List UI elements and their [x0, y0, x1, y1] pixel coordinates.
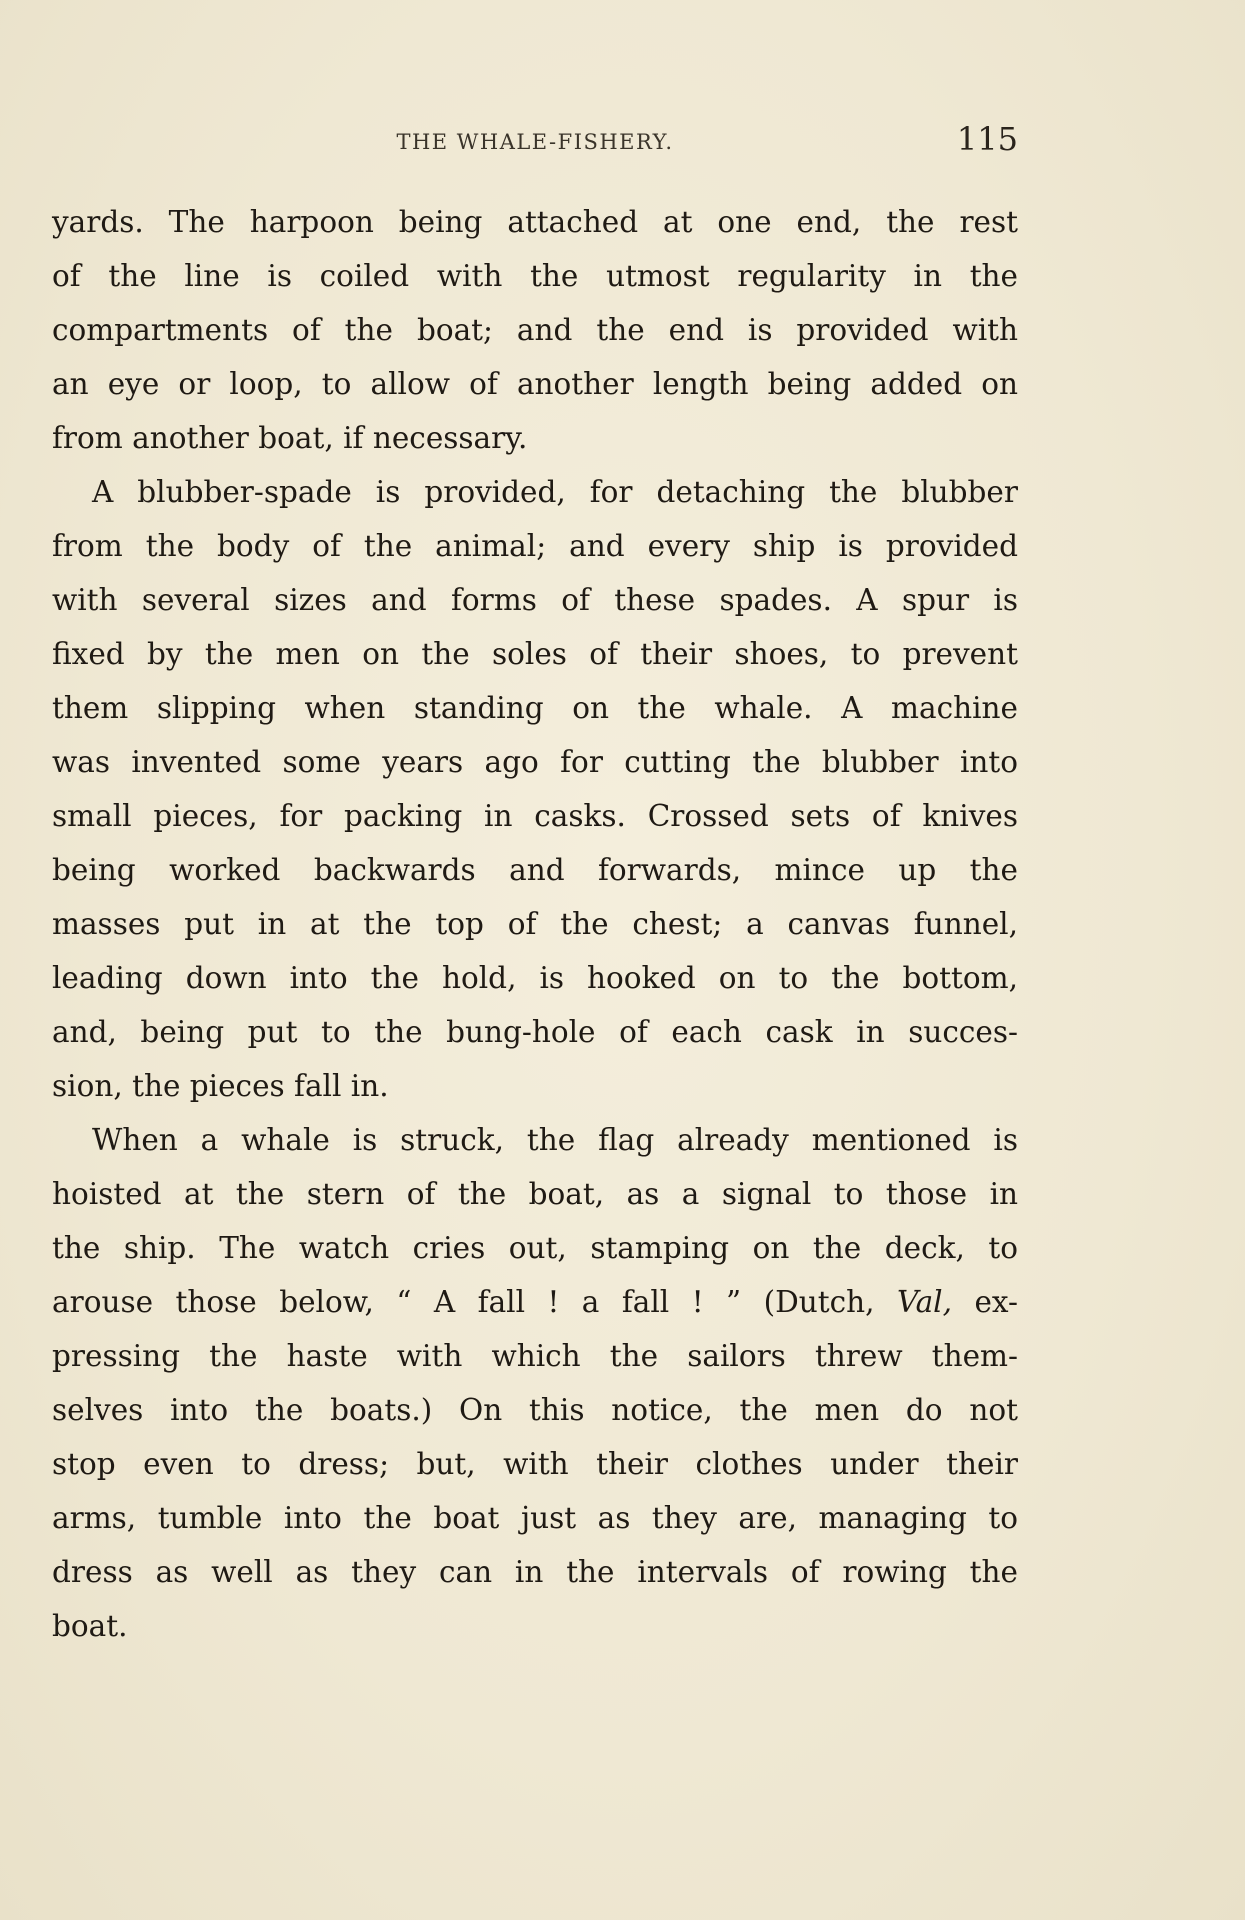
text-line: them slipping when standing on the whale. A machine	[52, 691, 1018, 725]
page-header	[52, 118, 1018, 170]
text-line: being worked backwards and forwards, mince up the	[52, 853, 1018, 887]
text-line: fixed by the men on the soles of their shoes, to prevent	[52, 637, 1018, 671]
text-line: an eye or loop, to allow of another length being added on	[52, 367, 1018, 401]
text-line: pressing the haste with which the sailors threw them-	[52, 1339, 1018, 1373]
text-line: compartments of the boat; and the end is provided with	[52, 313, 1018, 347]
text-line: of the line is coiled with the utmost regularity in the	[52, 259, 1018, 293]
text-line: yards. The harpoon being attached at one end, the rest	[52, 205, 1018, 239]
text-line: boat.	[52, 1609, 128, 1643]
text-line: with several sizes and forms of these spades. A spur is	[52, 583, 1018, 617]
text-line: leading down into the hold, is hooked on to the bottom,	[52, 961, 1018, 995]
text-line: stop even to dress; but, with their clothes under their	[52, 1447, 1018, 1481]
page-number: 115	[956, 120, 1018, 158]
text-line: was invented some years ago for cutting the blubber into	[52, 745, 1018, 779]
running-head: THE WHALE-FISHERY.	[396, 130, 674, 154]
italic-word: Val,	[896, 1285, 952, 1319]
text-line: sion, the pieces fall in.	[52, 1069, 389, 1103]
text-line: and, being put to the bung-hole of each cask in succes-	[52, 1015, 1018, 1049]
body-text	[52, 195, 1018, 1653]
text-line: from the body of the animal; and every ship is provided	[52, 529, 1018, 563]
text-line-with-italic	[52, 1275, 1018, 1329]
text-line: dress as well as they can in the intervals of rowing the	[52, 1555, 1018, 1589]
text-line: masses put in at the top of the chest; a canvas funnel,	[52, 907, 1018, 941]
text-line: small pieces, for packing in casks. Crossed sets of knives	[52, 799, 1018, 833]
text-line: the ship. The watch cries out, stamping on the deck, to	[52, 1231, 1018, 1265]
text-line: from another boat, if necessary.	[52, 421, 528, 455]
text-line: When a whale is struck, the flag already mentioned is	[92, 1123, 1018, 1157]
text-line: arms, tumble into the boat just as they are, managing to	[52, 1501, 1018, 1535]
text-span: ex-	[974, 1285, 1018, 1319]
text-line: hoisted at the stern of the boat, as a signal to those in	[52, 1177, 1018, 1211]
text-line: selves into the boats.) On this notice, the men do not	[52, 1393, 1018, 1427]
text-line: A blubber-spade is provided, for detaching the blubber	[92, 475, 1018, 509]
text-span: arouse those below, “ A fall ! a fall ! ” (Dutch,	[52, 1285, 875, 1319]
